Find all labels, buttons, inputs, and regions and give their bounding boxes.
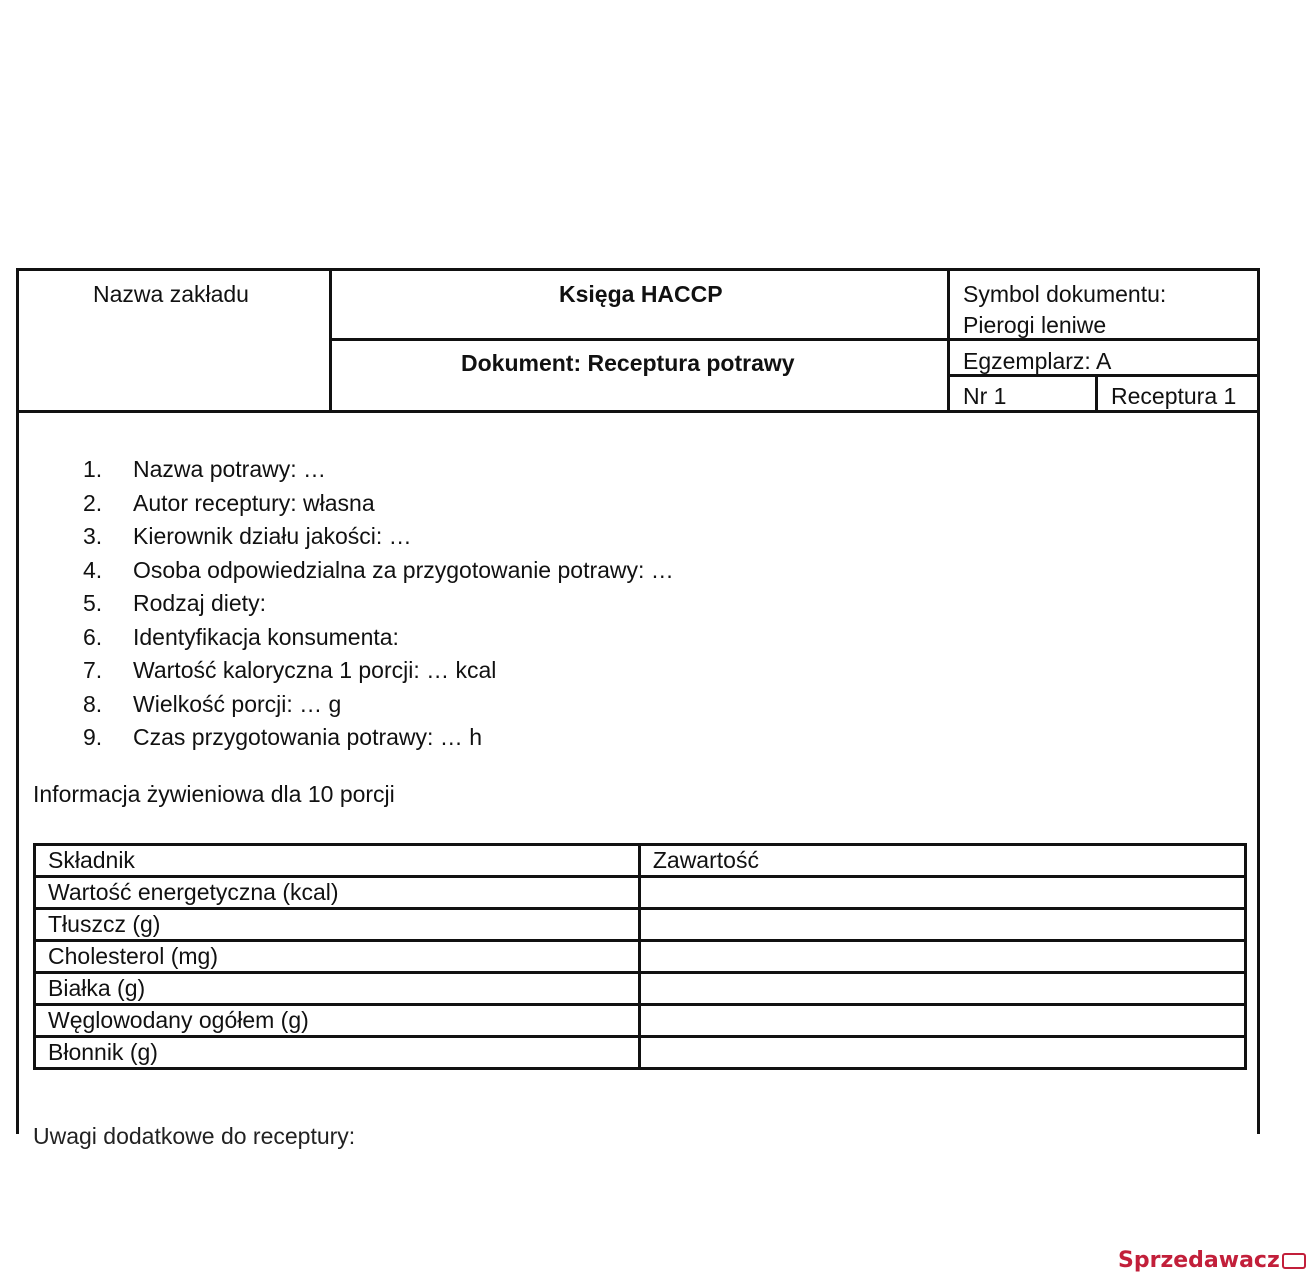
table-row bbox=[35, 1005, 1246, 1037]
table-row bbox=[35, 909, 1246, 941]
list-item: 3. Kierownik działu jakości: … bbox=[83, 523, 412, 549]
content-cell bbox=[639, 909, 1245, 941]
symbol-value: Pierogi leniwe bbox=[963, 312, 1107, 338]
company-name: Nazwa zakładu bbox=[93, 281, 249, 307]
content-cell bbox=[639, 941, 1245, 973]
symbol-label: Symbol dokumentu: bbox=[963, 281, 1167, 307]
ingredient-cell: Cholesterol (mg) bbox=[35, 941, 640, 973]
header-divider bbox=[1095, 374, 1098, 410]
ingredient-cell: Tłuszcz (g) bbox=[35, 909, 640, 941]
ingredient-cell: Błonnik (g) bbox=[35, 1037, 640, 1069]
content-cell bbox=[639, 1037, 1245, 1069]
copy-label: Egzemplarz: A bbox=[963, 348, 1112, 374]
nutrition-table bbox=[33, 843, 1247, 1070]
document-title: Dokument: Receptura potrawy bbox=[461, 350, 795, 376]
list-item: 2. Autor receptury: własna bbox=[83, 489, 375, 516]
cut-off-text: Uwagi dodatkowe do receptury: bbox=[33, 1123, 356, 1149]
number-label: Nr 1 bbox=[963, 383, 1007, 409]
book-title: Księga HACCP bbox=[559, 281, 723, 307]
recipe-info-list bbox=[83, 453, 674, 755]
list-item: 1. Nazwa potrawy: … bbox=[83, 456, 327, 482]
list-item: 6. Identyfikacja konsumenta: bbox=[83, 623, 399, 650]
table-header-row bbox=[35, 845, 1246, 877]
ingredient-cell: Wartość energetyczna (kcal) bbox=[35, 877, 640, 909]
watermark-text: Sprzedawacz bbox=[1118, 1248, 1280, 1273]
content-cell bbox=[639, 877, 1245, 909]
table-row bbox=[35, 1037, 1246, 1069]
list-item: 7. Wartość kaloryczna 1 porcji: … kcal bbox=[83, 657, 497, 683]
header-divider bbox=[329, 338, 1257, 341]
ingredient-cell: Węglowodany ogółem (g) bbox=[35, 1005, 640, 1037]
list-item: 8. Wielkość porcji: … g bbox=[83, 690, 342, 717]
table-row bbox=[35, 973, 1246, 1005]
list-item: 9. Czas przygotowania potrawy: … h bbox=[83, 724, 482, 750]
table-row bbox=[35, 941, 1246, 973]
column-header-content: Zawartość bbox=[639, 845, 1245, 877]
nutrition-title: Informacja żywieniowa dla 10 porcji bbox=[33, 781, 395, 807]
document-header bbox=[19, 271, 1257, 413]
column-header-ingredient: Składnik bbox=[35, 845, 640, 877]
document-sheet bbox=[16, 268, 1260, 1149]
list-item: 4. Osoba odpowiedzialna za przygotowanie potrawy: … bbox=[83, 556, 674, 583]
table-row bbox=[35, 877, 1246, 909]
list-item: 5. Rodzaj diety: bbox=[83, 590, 266, 616]
watermark-tag-icon bbox=[1282, 1253, 1306, 1269]
ingredient-cell: Białka (g) bbox=[35, 973, 640, 1005]
content-cell bbox=[639, 1005, 1245, 1037]
watermark-logo bbox=[1118, 1248, 1306, 1273]
recipe-label: Receptura 1 bbox=[1111, 383, 1237, 409]
content-cell bbox=[639, 973, 1245, 1005]
